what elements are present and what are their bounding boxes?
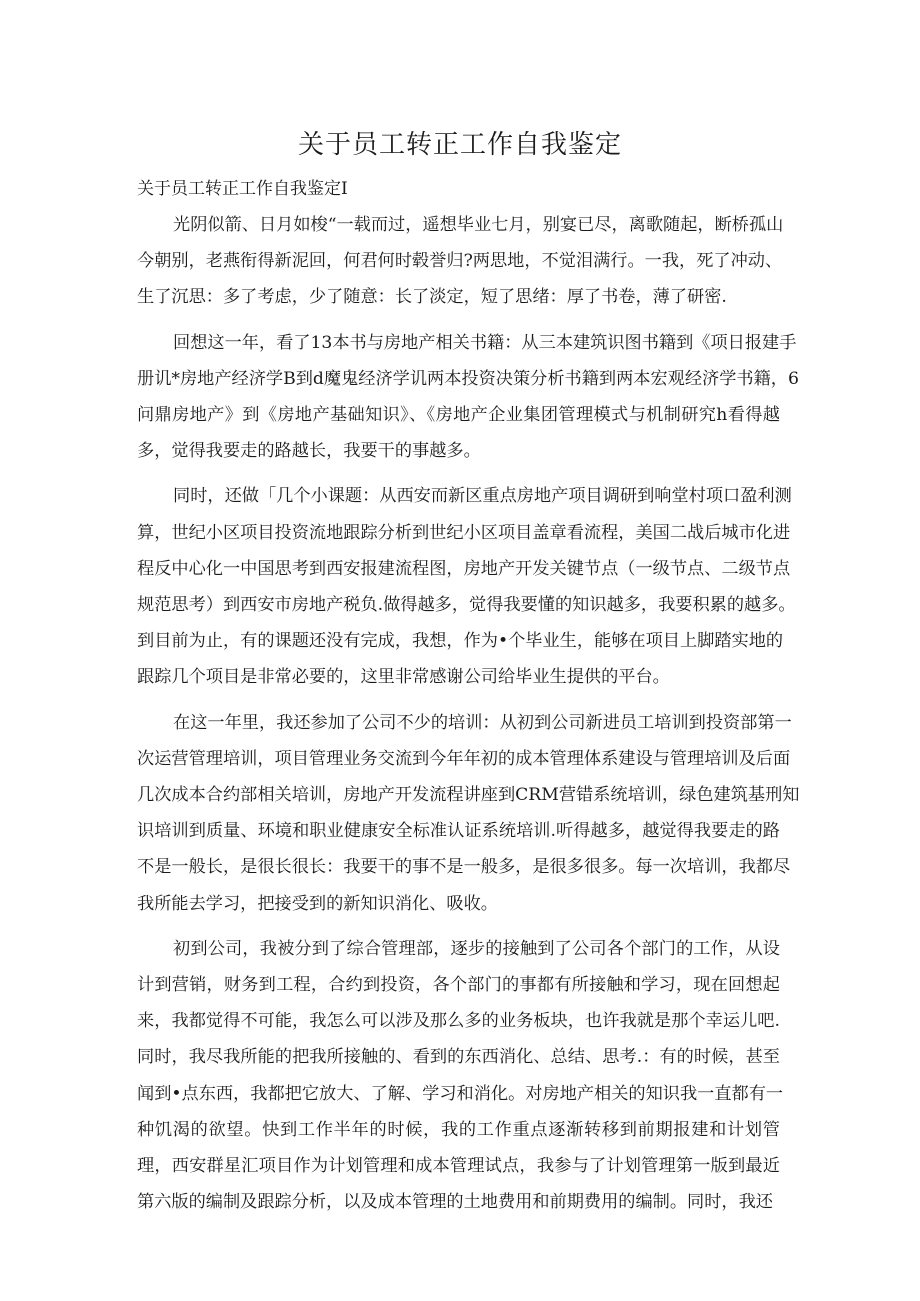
paragraph-line: 初到公司，我被分到了综合管理部，逐步的接触到了公司各个部门的工作，从设 (173, 938, 780, 959)
paragraph-line: 计到营销，财务到工程，合约到投资，各个部门的事都有所接触和学习，现在回想起 (137, 975, 780, 996)
paragraph-line: 在这一年里，我还参加了公司不少的培训：从初到公司新进员工培训到投资部第一 (173, 712, 792, 733)
paragraph-line: 来，我都觉得不可能，我怎么可以涉及那么多的业务板块，也许我就是那个幸运儿吧. (137, 1011, 780, 1032)
paragraph (137, 705, 800, 922)
paragraph-line: 种饥渴的欲望。快到工作半年的时候，我的工作重点逐渐转移到前期报建和计划管 (137, 1119, 780, 1140)
paragraph-line: 生了沉思：多了考虑，少了随意：长了淡定，短了思绪：厚了书卷，薄了研密. (137, 287, 727, 308)
paragraph-line: 同时，我尽我所能的把我所接触的、看到的东西消化、总结、思考.：有的时候，甚至 (137, 1047, 780, 1068)
paragraph-line: 多，觉得我要走的路越长，我要干的事越多。 (137, 441, 481, 462)
paragraph-line: 第六版的编制及跟踪分析，以及成本管理的土地费用和前期费用的编制。同时，我还 (137, 1192, 773, 1213)
paragraph (137, 207, 784, 316)
paragraph-line: 今朝别，老燕衔得新泥回，何君何时毂誉归?两思地，不觉泪满行。一我，死了冲动、 (137, 251, 783, 272)
paragraph-line: 识培训到质量、环境和职业健康安全标准认证系统培训.听得越多，越觉得我要走的路 (137, 821, 780, 842)
paragraph-line: 闻到•点东西，我都把它放大、了解、学习和消化。对房地产相关的知识我一直都有一 (137, 1083, 784, 1104)
paragraph-line: 跟踪几个项目是非常必要的，这里非常感谢公司给毕业生提供的平台。 (137, 667, 670, 688)
paragraph (137, 478, 796, 695)
paragraph-line: 册讥*房地产经济学B到d魔鬼经济学讥两本投资决策分析书籍到两本宏观经济学书籍，6 (137, 368, 799, 389)
paragraph-line: 不是一般长，是很长很长：我要干的事不是一般多，是很多很多。每一次培训，我都尽 (137, 857, 791, 878)
paragraph-line: 同时，还做「几个小课题：从西安而新区重点房地产项目调研到响堂村项口盈利测 (173, 486, 792, 507)
paragraph (137, 931, 784, 1221)
document-body (137, 207, 800, 1229)
paragraph-line: 几次成本合约部相关培训，房地产开发流程讲座到CRM营错系统培训，绿色建筑基刑知 (137, 785, 800, 806)
paragraph-line: 算，世纪小区项目投资流地跟踪分析到世纪小区项目盖章看流程，美国二战后城市化进 (137, 522, 791, 543)
paragraph-line: 规范思考）到西安市房地产税负.做得越多，觉得我要懂的知识越多，我要积累的越多。 (137, 595, 796, 616)
paragraph-line: 我所能去学习，把接受到的新知识消化、吸收。 (137, 893, 498, 914)
document-subtitle: 关于员工转正工作自我鉴定I (137, 179, 348, 199)
paragraph-line: 光阴似箭、日月如梭“一载而过，遥想毕业七月，别宴已尽，离歌随起，断桥孤山 (173, 215, 784, 235)
paragraph-line: 回想这一年，看了13本书与房地产相关书籍：从三本建筑识图书籍到《项日报建手 (173, 332, 797, 353)
paragraph (137, 325, 799, 470)
paragraph-line: 理，西安群星汇项目作为计划管理和成本管理试点，我参与了计划管理第一版到最近 (137, 1156, 780, 1177)
document-title: 关于员工转正工作自我鉴定 (297, 130, 622, 160)
paragraph-line: 问鼎房地产》到《房地产基础知识》、《房地产企业集团管理模式与机制研究h看得越 (137, 405, 780, 426)
paragraph-line: 程反中心化一中国思考到西安报建流程图，房地产开发关键节点（一级节点、二级节点 (137, 558, 791, 579)
paragraph-line: 到目前为止，有的课题还没有完成，我想，作为•个毕业生，能够在项目上脚踏实地的 (137, 631, 784, 652)
paragraph-line: 次运营管理培训，项目管理业务交流到今年年初的成本管理体系建设与管理培训及后面 (137, 748, 791, 769)
